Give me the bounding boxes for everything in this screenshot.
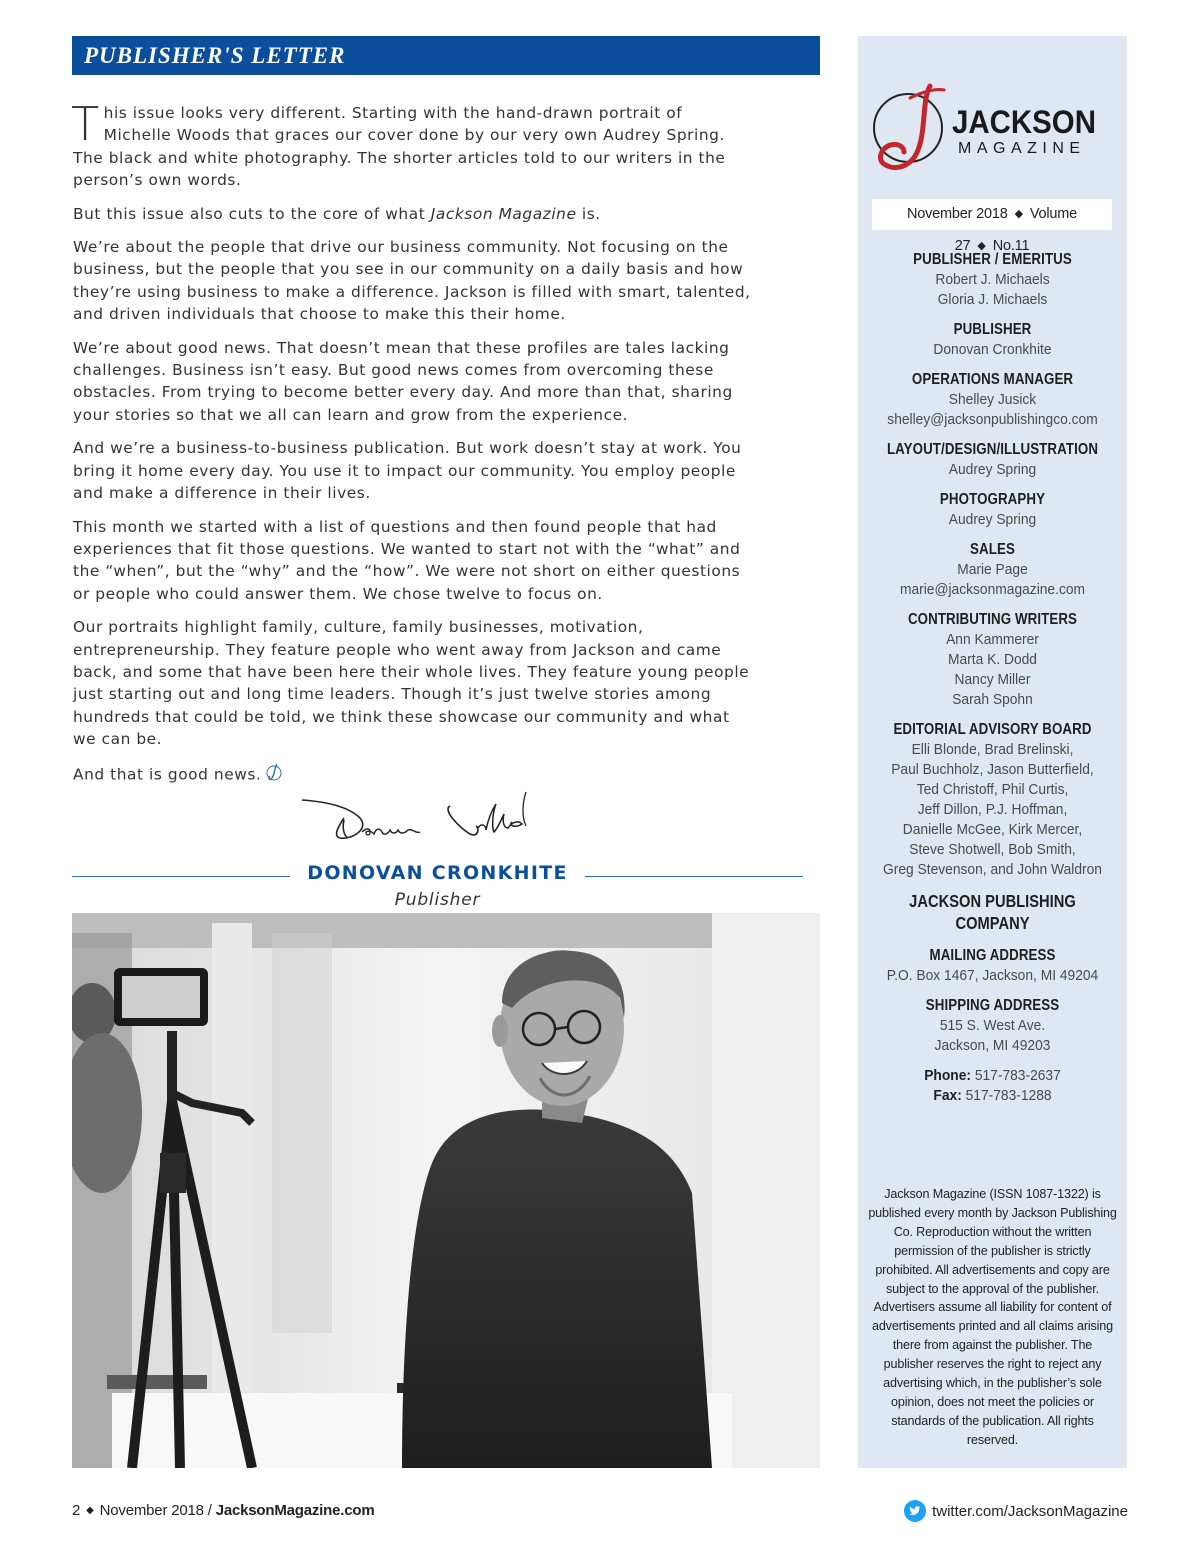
masthead-line: Donovan Cronkhite: [933, 341, 1052, 358]
masthead-line: Ted Christoff, Phil Curtis,: [916, 781, 1069, 798]
masthead-line: Steve Shotwell, Bob Smith,: [909, 841, 1076, 858]
address-line: 515 S. West Ave.: [939, 1017, 1046, 1034]
masthead-heading: PHOTOGRAPHY: [939, 491, 1046, 508]
masthead-credits: [858, 250, 1127, 1106]
signer-title: Publisher: [394, 890, 481, 910]
masthead-section: [858, 720, 1127, 880]
paragraph: And we’re a business-to-business publication. But work doesn’t stay at work. You bring it home every day. You use it to impact our community. You employ people and make a difference in their lives.: [73, 439, 742, 503]
diamond-icon: ◆: [1014, 208, 1023, 220]
logo-wordmark-secondary: MAGAZINE: [958, 140, 1086, 157]
masthead-heading: EDITORIAL ADVISORY BOARD: [893, 721, 1092, 738]
masthead-section: [858, 370, 1127, 430]
masthead-heading: CONTRIBUTING WRITERS: [907, 611, 1078, 628]
masthead-line: Robert J. Michaels: [935, 271, 1050, 288]
address-heading: SHIPPING ADDRESS: [925, 997, 1060, 1014]
masthead-line: Paul Buchholz, Jason Butterfield,: [891, 761, 1094, 778]
fax-label: Fax:: [933, 1087, 962, 1104]
paragraph: We’re about good news. That doesn’t mean that these profiles are tales lacking challenges. Business isn’t easy. But good news comes from overcoming these obstacles. From trying to become better every day. And more than that, sharing your stories so that we all can learn and grow from the experience.: [73, 338, 733, 424]
address-section: [858, 996, 1127, 1056]
masthead-line: Nancy Miller: [954, 671, 1031, 688]
twitter-bird-icon: [904, 1500, 926, 1522]
letter-body: [71, 97, 753, 799]
paragraph: [73, 762, 753, 788]
paragraph-text: his issue looks very different. Starting with the hand-drawn portrait of Michelle Woods that graces our cover done by our very own Audrey Spring. The black and white photography. The shorter articles told to our writers in the person’s own words.: [73, 104, 726, 190]
paragraph: We’re about the people that drive our business community. Not focusing on the business, but the people that you see in our community on a daily basis and how they’re using business to make a difference. Jackson is filled with smart, talented, and driven individuals that choose to make this their home.: [73, 238, 751, 324]
issue-info: [872, 199, 1112, 254]
paragraph: This month we started with a list of questions and then found people that had experiences that fit those questions. We wanted to start not with the “what” and the “when”, but the “why” and the “how”. We were not short on either questions or people who could answer them. We chose twelve to focus on.: [73, 517, 741, 603]
signer-name: DONOVAN CRONKHITE: [307, 862, 568, 884]
issue-volume: Volume 27: [954, 206, 1077, 254]
masthead-email: marie@jacksonmagazine.com: [899, 581, 1086, 598]
paragraph-text: But this issue also cuts to the core of what: [73, 204, 431, 223]
jackson-magazine-logo: [870, 80, 1110, 180]
footer-date: November 2018: [99, 1502, 204, 1519]
masthead-line: Audrey Spring: [948, 511, 1037, 528]
address-line: P.O. Box 1467, Jackson, MI 49204: [886, 967, 1099, 984]
masthead-section: [858, 540, 1127, 600]
masthead-heading: SALES: [970, 541, 1015, 558]
phone-line: [869, 1066, 1116, 1086]
website-link[interactable]: JacksonMagazine.com: [215, 1502, 375, 1519]
masthead-heading: LAYOUT/DESIGN/ILLUSTRATION: [886, 441, 1099, 458]
publisher-photo: [72, 913, 820, 1468]
masthead-line: Marie Page: [957, 561, 1028, 578]
section-header: [72, 36, 820, 75]
fax-line: [869, 1086, 1116, 1106]
signature-rule-left: [72, 876, 290, 877]
address-line: Jackson, MI 49203: [934, 1037, 1051, 1054]
masthead-email: shelley@jacksonpublishingco.com: [887, 411, 1098, 428]
diamond-icon: ◆: [86, 1505, 94, 1516]
paragraph: Our portraits highlight family, culture, family businesses, motivation, entrepreneurship. They feature people who went away from Jackson and came back, and some that have been here their whole lives. They feature young people just starting out and long time leaders. Though it’s just twelve stories among hundreds that could be told, we think these showcase our community and what we can be.: [73, 618, 750, 749]
masthead-line: Shelley Jusick: [948, 391, 1037, 408]
masthead-section: [858, 250, 1127, 310]
page-number: 2: [72, 1502, 81, 1519]
handwritten-signature: [300, 788, 560, 858]
page-footer: [72, 1502, 374, 1519]
paragraph: [71, 97, 753, 192]
twitter-url: twitter.com/JacksonMagazine: [932, 1502, 1128, 1520]
logo-wordmark-primary: JACKSON: [952, 104, 1096, 140]
masthead-heading: PUBLISHER: [953, 321, 1032, 338]
company-name: JACKSON PUBLISHING COMPANY: [909, 891, 1076, 933]
issue-number: No.11: [992, 238, 1030, 254]
issue-date: November 2018: [906, 206, 1008, 222]
masthead-line: Jeff Dillon, P.J. Hoffman,: [917, 801, 1068, 818]
masthead-line: Sarah Spohn: [952, 691, 1033, 708]
jackson-j-icon: [265, 762, 283, 788]
address-section: [858, 946, 1127, 986]
masthead-line: Marta K. Dodd: [948, 651, 1037, 668]
masthead-heading: OPERATIONS MANAGER: [911, 371, 1074, 388]
drop-cap: T: [71, 97, 100, 151]
paragraph: [73, 203, 753, 225]
masthead-line: Elli Blonde, Brad Brelinski,: [911, 741, 1074, 758]
section-title: PUBLISHER'S LETTER: [84, 43, 346, 68]
masthead-line: Audrey Spring: [948, 461, 1037, 478]
diamond-icon: ◆: [977, 240, 986, 252]
masthead-line: Gloria J. Michaels: [937, 291, 1048, 308]
footer-divider: /: [207, 1502, 212, 1519]
masthead-line: Ann Kammerer: [946, 631, 1039, 648]
magazine-name: Jackson Magazine: [430, 204, 577, 223]
publication-disclaimer: Jackson Magazine (ISSN 1087-1322) is published every month by Jackson Publishing Co. Reproduction without the written permission of the publisher is strictly prohibited. All advertisements and copy are subject to the approval of the publisher. Advertisers assume all liability for content of advertisements printed and all claims arising there from against the publisher. The publisher reserves the right to reject any advertising which, in the publisher’s sole opinion, does not meet the policies or standards of the publication. All rights reserved.: [868, 1187, 1117, 1447]
phone-label: Phone:: [924, 1067, 971, 1084]
masthead-section: [858, 320, 1127, 360]
address-heading: MAILING ADDRESS: [929, 947, 1056, 964]
masthead-section: [858, 610, 1127, 710]
masthead-section: [858, 490, 1127, 530]
masthead-line: Danielle McGee, Kirk Mercer,: [902, 821, 1083, 838]
masthead-heading: PUBLISHER / EMERITUS: [913, 251, 1072, 268]
signature-rule-right: [585, 876, 803, 877]
twitter-handle[interactable]: [904, 1500, 1128, 1522]
paragraph-text: is.: [576, 204, 601, 223]
masthead-section: [858, 440, 1127, 480]
masthead-line: Greg Stevenson, and John Waldron: [883, 861, 1102, 878]
closing-line: And that is good news.: [73, 765, 262, 784]
phone-number: 517-783-2637: [974, 1067, 1061, 1084]
fax-number: 517-783-1288: [965, 1087, 1052, 1104]
